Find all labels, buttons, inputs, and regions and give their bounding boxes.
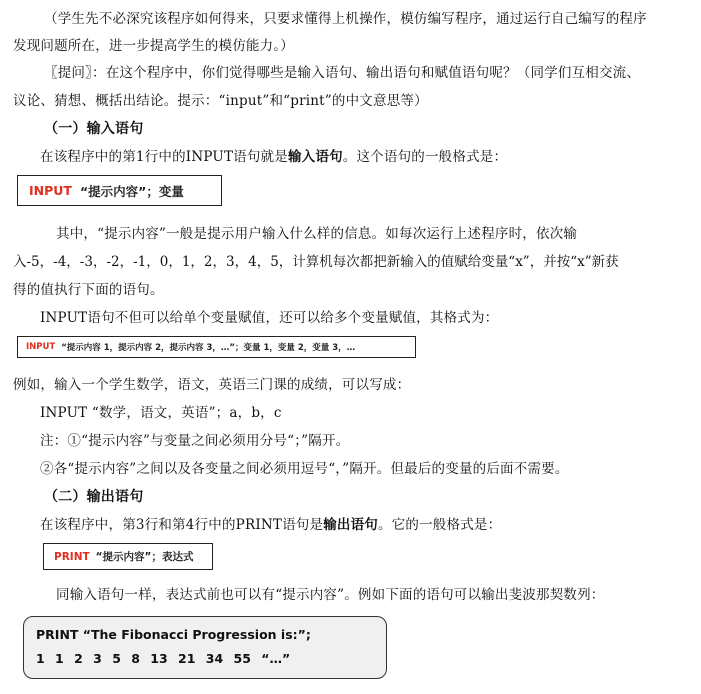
output-format-box <box>43 543 213 570</box>
input-example-code: INPUT “数学，语文，英语”；a，b，c <box>40 405 282 421</box>
input-explain-line2: 入-5，-4，-3，-2，-1，0，1，2，3，4，5，计算机每次都把新输入的值赋给变量“x”，并按“x”新获 <box>13 254 619 270</box>
fibonacci-code-line2: 1 1 2 3 5 8 13 21 34 55 “…” <box>36 651 291 666</box>
output-intro-suffix: 。它的一般格式是： <box>378 517 502 533</box>
paragraph-note-line1: （学生先不必深究该程序如何得来，只要求懂得上机操作，模仿编写程序，通过运行自己编写的程序 <box>44 11 647 27</box>
input-intro-prefix: 在该程序中的第1行中的INPUT语句就是 <box>40 149 288 165</box>
input-note-2: ②各“提示内容”之间以及各变量之间必须用逗号“，”隔开。但最后的变量的后面不需要。 <box>40 461 569 477</box>
input-intro <box>40 148 507 166</box>
input-multi-rest: “提示内容 1，提示内容 2，提示内容 3，…”；变量 1，变量 2，变量 3，… <box>61 343 356 353</box>
input-format-rest: “提示内容”；变量 <box>79 183 184 199</box>
paragraph-note-line2: 发现问题所在，进一步提高学生的模仿能力。） <box>13 38 294 54</box>
input-note-1: 注：①“提示内容”与变量之间必须用分号“；”隔开。 <box>40 433 350 449</box>
input-multi-format-box <box>17 336 416 358</box>
output-format-rest: “提示内容”；表达式 <box>95 551 194 563</box>
output-explain: 同输入语句一样，表达式前也可以有“提示内容”。例如下面的语句可以输出斐波那契数列： <box>56 587 605 603</box>
input-multi-intro: INPUT语句不但可以给单个变量赋值，还可以给多个变量赋值，其格式为： <box>40 310 499 326</box>
output-format-keyword: PRINT <box>54 550 90 563</box>
input-intro-suffix: 。这个语句的一般格式是： <box>342 149 508 165</box>
output-intro <box>40 516 501 534</box>
input-explain-line1: 其中，“提示内容”一般是提示用户输入什么样的信息。如每次运行上述程序时，依次输 <box>56 226 578 242</box>
section-heading-input: （一）输入语句 <box>44 121 144 137</box>
input-multi-keyword: INPUT <box>26 342 56 352</box>
input-format-box <box>17 175 222 206</box>
input-example-intro: 例如，输入一个学生数学，语文，英语三门课的成绩，可以写成： <box>13 377 411 393</box>
question-line1: 〖提问〗：在这个程序中，你们觉得哪些是输入语句、输出语句和赋值语句呢？（同学们互相交流、 <box>44 65 641 81</box>
input-intro-bold: 输入语句 <box>287 149 343 165</box>
fibonacci-code-line1: PRINT “The Fibonacci Progression is:”; <box>36 627 311 642</box>
section-heading-output: （二）输出语句 <box>44 489 144 505</box>
output-intro-bold: 输出语句 <box>323 517 378 533</box>
input-format-keyword: INPUT <box>29 183 72 198</box>
input-explain-line3: 得的值执行下面的语句。 <box>13 282 164 298</box>
output-intro-prefix: 在该程序中，第3行和第4行中的PRINT语句是 <box>40 517 324 533</box>
question-line2: 议论、猜想、概括出结论。提示：“input”和“print”的中文意思等） <box>13 93 428 109</box>
fibonacci-code-box <box>23 616 387 679</box>
